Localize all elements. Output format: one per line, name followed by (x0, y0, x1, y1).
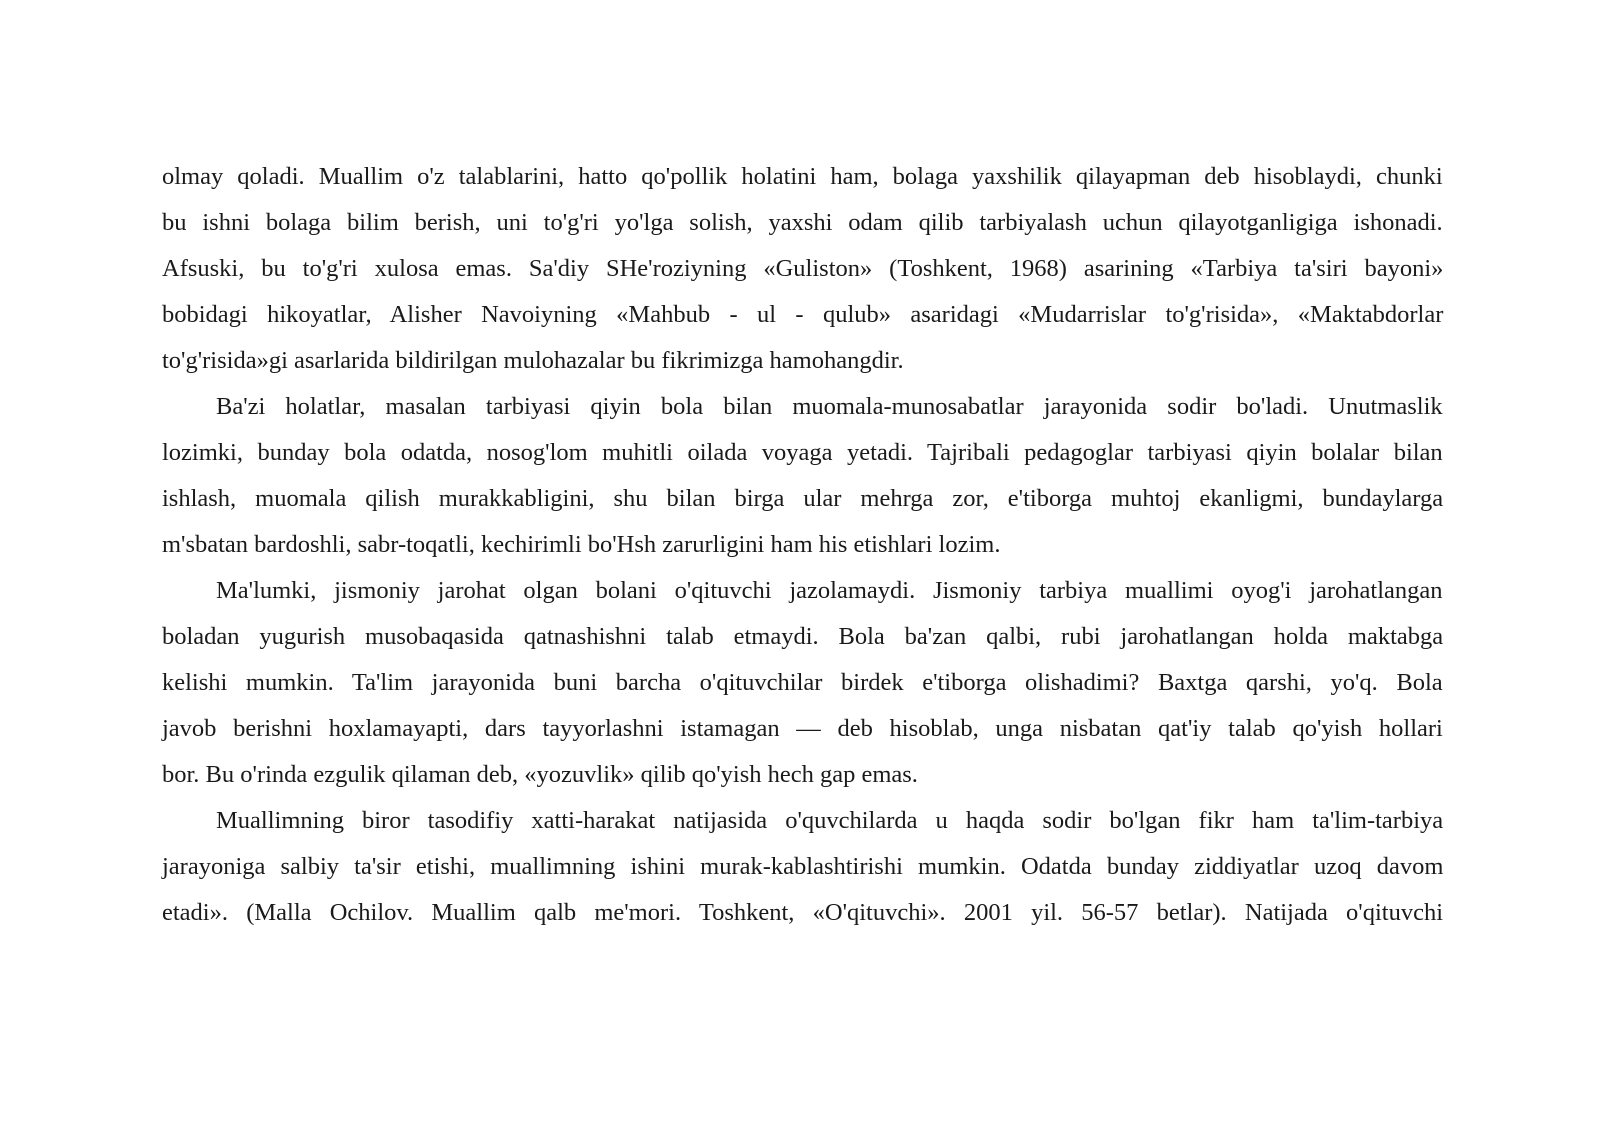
paragraph-2 (162, 384, 1443, 568)
text-line: bobidagi hikoyatlar, Alisher Navoiyning «Mahbub - ul - qulub» asaridagi «Mudarrislar to'g'risida», «Maktabdorlar (162, 301, 1444, 328)
paragraph-3 (162, 568, 1443, 798)
text-line: ishlash, muomala qilish murakkabligini, shu bilan birga ular mehrga zor, e'tiborga muhtoj ekanligmi, bundaylarga (162, 485, 1444, 512)
text-line: jarayoniga salbiy ta'sir etishi, muallimning ishini murak-kablashtirishi mumkin. Odatda bunday ziddiyatlar uzoq davom (162, 853, 1444, 880)
text-line: Afsuski, bu to'g'ri xulosa emas. Sa'diy SHe'roziyning «Guliston» (Toshkent, 1968) asarining «Tarbiya ta'siri bayoni» (162, 255, 1444, 282)
text-line: boladan yugurish musobaqasida qatnashishni talab etmaydi. Bola ba'zan qalbi, rubi jarohatlangan holda maktabga (162, 623, 1444, 650)
text-line: Muallimning biror tasodifiy xatti-harakat natijasida o'quvchilarda u haqda sodir bo'lgan fikr ham ta'lim-tarbiya (216, 807, 1444, 834)
text-line: to'g'risida»gi asarlarida bildirilgan mulohazalar bu fikrimizga hamohangdir. (162, 347, 904, 374)
text-line: Ma'lumki, jismoniy jarohat olgan bolani o'qituvchi jazolamaydi. Jismoniy tarbiya muallimi oyog'i jarohatlangan (216, 577, 1443, 604)
document-page (162, 154, 1443, 936)
text-line: bor. Bu o'rinda ezgulik qilaman deb, «yozuvlik» qilib qo'yish hech gap emas. (162, 761, 918, 788)
text-line: kelishi mumkin. Ta'lim jarayonida buni barcha o'qituvchilar birdek e'tiborga olishadimi? Baxtga qarshi, yo'q. Bola (162, 669, 1443, 696)
text-line: m'sbatan bardoshli, sabr-toqatli, kechirimli bo'Hsh zarurligini ham his etishlari lozim. (162, 531, 1001, 558)
text-line: etadi». (Malla Ochilov. Muallim qalb me'mori. Toshkent, «O'qituvchi». 2001 yil. 56-57 betlar). Natijada o'qituvchi (162, 899, 1444, 926)
text-line: olmay qoladi. Muallim o'z talablarini, hatto qo'pollik holatini ham, bolaga yaxshilik qilayapman deb hisoblaydi, chunki (162, 163, 1443, 190)
paragraph-4 (162, 798, 1443, 936)
text-line: bu ishni bolaga bilim berish, uni to'g'ri yo'lga solish, yaxshi odam qilib tarbiyalash uchun qilayotganligiga ishonadi. (162, 209, 1443, 236)
text-line: Ba'zi holatlar, masalan tarbiyasi qiyin bola bilan muomala-munosabatlar jarayonida sodir bo'ladi. Unutmaslik (216, 393, 1443, 420)
text-line: javob berishni hoxlamayapti, dars tayyorlashni istamagan — deb hisoblab, unga nisbatan qat'iy talab qo'yish hollari (162, 715, 1443, 742)
text-line: lozimki, bunday bola odatda, nosog'lom muhitli oilada voyaga yetadi. Tajribali pedagoglar tarbiyasi qiyin bolalar bilan (162, 439, 1443, 466)
paragraph-1 (162, 154, 1443, 384)
